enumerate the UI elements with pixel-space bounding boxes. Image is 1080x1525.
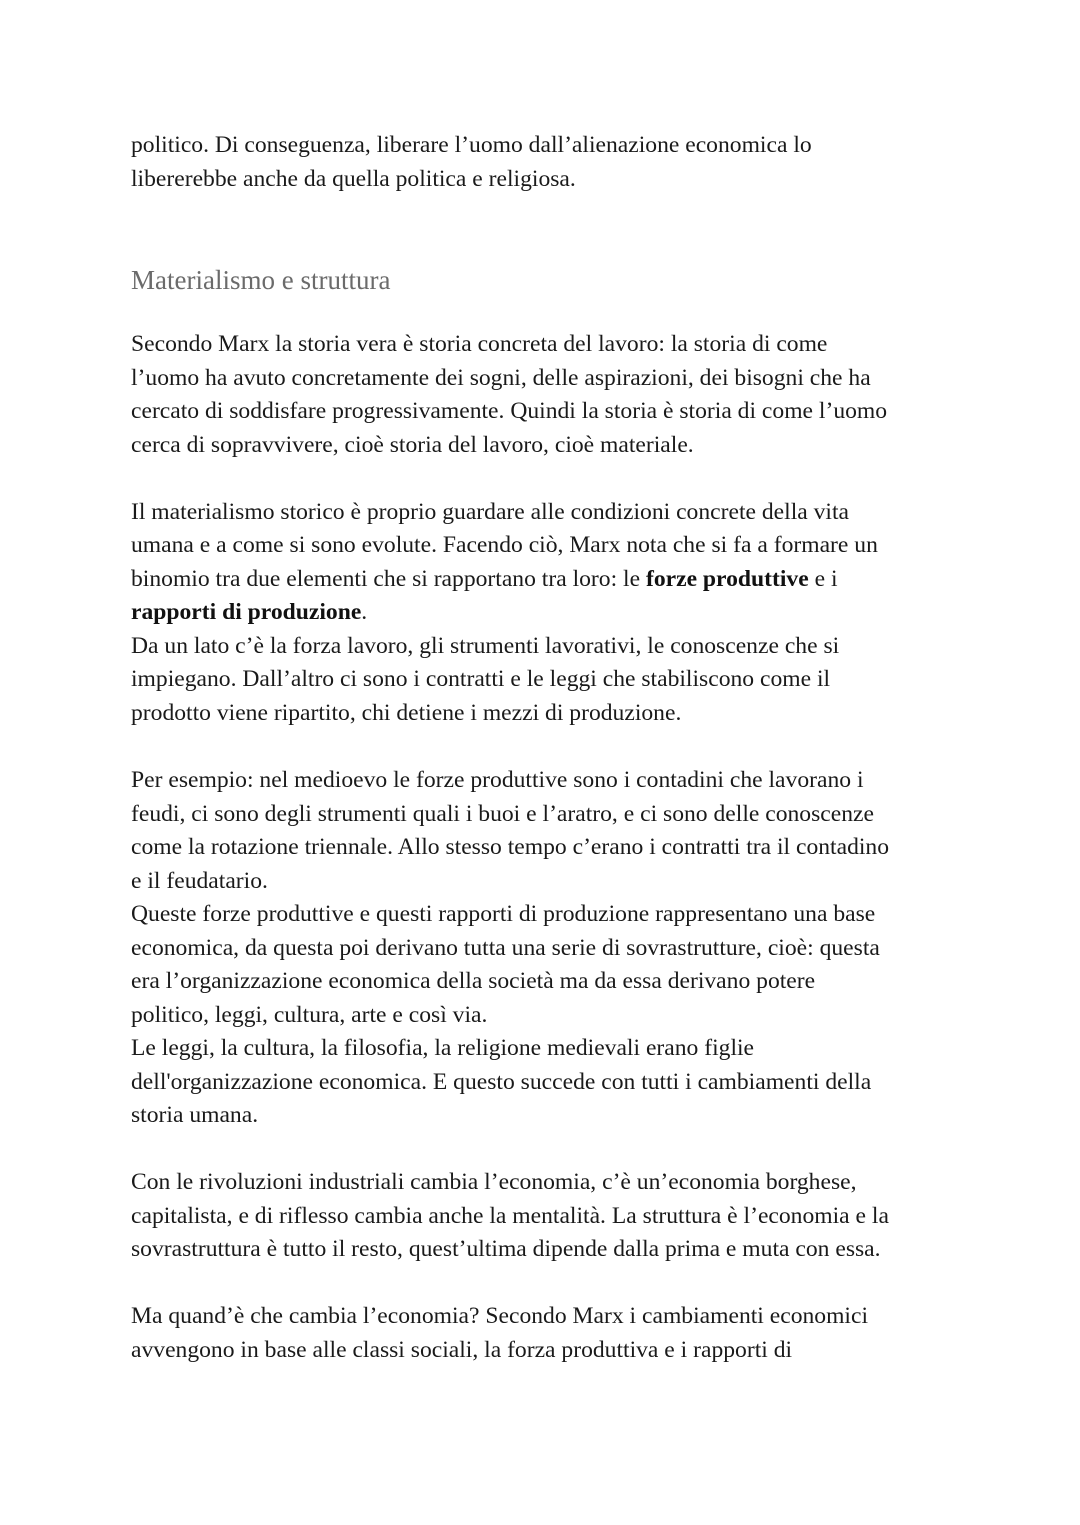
p2-line-4-text-b: . xyxy=(361,599,368,625)
p4-line-1: Con le rivoluzioni industriali cambia l’economia, c’è un’economia borghese, xyxy=(131,1169,857,1195)
p1-line-4: cerca di sopravvivere, cioè storia del lavoro, cioè materiale. xyxy=(131,432,694,458)
p2-line-4 xyxy=(131,596,367,630)
term-forze-produttive: forze produttive xyxy=(645,566,809,592)
p3-line-5: Queste forze produttive e questi rapporti di produzione rappresentano una base xyxy=(131,901,876,927)
p3-line-11: storia umana. xyxy=(131,1102,259,1128)
section-heading: Materialismo e struttura xyxy=(131,265,391,295)
intro-line-2: libererebbe anche da quella politica e religiosa. xyxy=(131,166,576,192)
p3-line-6: economica, da questa poi derivano tutta una serie di sovrastrutture, cioè: questa xyxy=(131,935,880,961)
p4-line-3: sovrastruttura è tutto il resto, quest’ultima dipende dalla prima e muta con essa. xyxy=(131,1236,881,1262)
p5-line-1: Ma quand’è che cambia l’economia? Secondo Marx i cambiamenti economici xyxy=(131,1303,869,1329)
p3-line-4: e il feudatario. xyxy=(131,868,268,894)
p4-line-2: capitalista, e di riflesso cambia anche la mentalità. La struttura è l’economia e la xyxy=(131,1203,889,1229)
p2-line-1: Il materialismo storico è proprio guardare alle condizioni concrete della vita xyxy=(131,499,850,525)
p2-line-2: umana e a come si sono evolute. Facendo ciò, Marx nota che si fa a formare un xyxy=(131,532,878,558)
p3-line-1: Per esempio: nel medioevo le forze produttive sono i contadini che lavorano i xyxy=(131,767,864,793)
p3-line-2: feudi, ci sono degli strumenti quali i buoi e l’aratro, e ci sono delle conoscenze xyxy=(131,801,874,827)
p3-line-3: come la rotazione triennale. Allo stesso tempo c’erano i contratti tra il contadino xyxy=(131,834,890,860)
p3-line-8: politico, leggi, cultura, arte e così via. xyxy=(131,1002,488,1028)
p1-line-2: l’uomo ha avuto concretamente dei sogni, delle aspirazioni, dei bisogni che ha xyxy=(131,365,871,391)
p2-line-3-text-c: e i xyxy=(808,566,838,592)
p2-line-6: impiegano. Dall’altro ci sono i contratti e le leggi che stabiliscono come il xyxy=(131,666,831,692)
p1-line-1: Secondo Marx la storia vera è storia concreta del lavoro: la storia di come xyxy=(131,331,828,357)
intro-line-1: politico. Di conseguenza, liberare l’uomo dall’alienazione economica lo xyxy=(131,132,812,158)
p3-line-10: dell'organizzazione economica. E questo succede con tutti i cambiamenti della xyxy=(131,1069,872,1095)
p1-line-3: cercato di soddisfare progressivamente. Quindi la storia è storia di come l’uomo xyxy=(131,398,888,424)
p2-line-3 xyxy=(131,563,838,597)
p3-line-9: Le leggi, la cultura, la filosofia, la religione medievali erano figlie xyxy=(131,1035,755,1061)
p2-line-7: prodotto viene ripartito, chi detiene i mezzi di produzione. xyxy=(131,700,682,726)
p3-line-7: era l’organizzazione economica della società ma da essa derivano potere xyxy=(131,968,816,994)
p2-line-5: Da un lato c’è la forza lavoro, gli strumenti lavorativi, le conoscenze che si xyxy=(131,633,840,659)
term-rapporti-di-produzione: rapporti di produzione xyxy=(131,599,362,625)
p5-line-2: avvengono in base alle classi sociali, la forza produttiva e i rapporti di xyxy=(131,1337,793,1363)
p2-line-3-text-a: binomio tra due elementi che si rapportano tra loro: le xyxy=(131,566,646,592)
